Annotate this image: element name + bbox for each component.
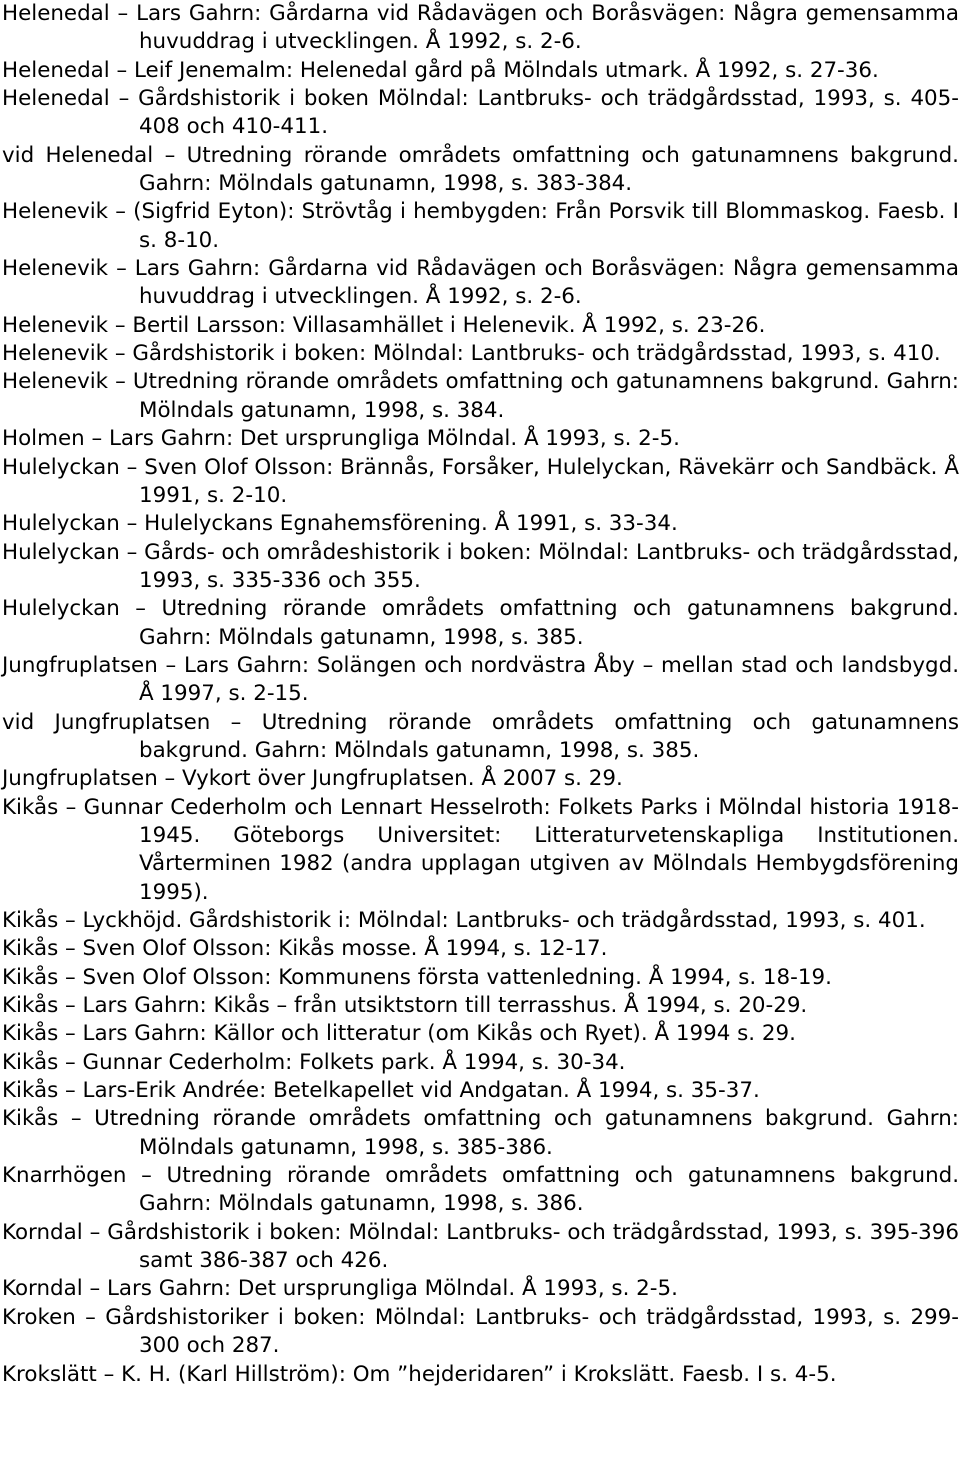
bibliography-entry: vid Jungfruplatsen – Utredning rörande områdets omfattning och gatunamnens bakgrund. Gahrn: Mölndals gatunamn, 1998, s. 385. bbox=[2, 709, 959, 763]
bibliography-entry: Kikås – Sven Olof Olsson: Kommunens första vattenledning. Å 1994, s. 18-19. bbox=[2, 964, 832, 990]
bibliography-entry: Kroken – Gårdshistoriker i boken: Mölndal: Lantbruks- och trädgårdsstad, 1993, s. 299-300 och 287. bbox=[2, 1304, 959, 1359]
bibliography-entry: Holmen – Lars Gahrn: Det ursprungliga Mölndal. Å 1993, s. 2-5. bbox=[2, 426, 680, 452]
bibliography-entry: Hulelyckan – Sven Olof Olsson: Brännås, Forsåker, Hulelyckan, Rävekärr och Sandbäck. Å 1991, s. 2-10. bbox=[2, 454, 959, 508]
bibliography-entry: Helenedal – Lars Gahrn: Gårdarna vid Rådavägen och Boråsvägen: Några gemensamma huvuddrag i utvecklingen. Å 1992, s. 2-6. bbox=[2, 1, 959, 55]
bibliography-entry: Jungfruplatsen – Lars Gahrn: Solängen och nordvästra Åby – mellan stad och landsbygd. Å 1997, s. 2-15. bbox=[2, 652, 959, 707]
bibliography-entry: Korndal – Gårdshistorik i boken: Mölndal: Lantbruks- och trädgårdsstad, 1993, s. 395-396 samt 386-387 och 426. bbox=[2, 1219, 959, 1274]
bibliography-entry: vid Helenedal – Utredning rörande områdets omfattning och gatunamnens bakgrund. Gahrn: Mölndals gatunamn, 1998, s. 383-384. bbox=[2, 142, 959, 197]
bibliography-entry: Jungfruplatsen – Vykort över Jungfruplatsen. Å 2007 s. 29. bbox=[2, 766, 623, 792]
bibliography-entry: Helenevik – Bertil Larsson: Villasamhället i Helenevik. Å 1992, s. 23-26. bbox=[2, 312, 766, 338]
bibliography-entry: Hulelyckan – Utredning rörande områdets omfattning och gatunamnens bakgrund. Gahrn: Mölndals gatunamn, 1998, s. 385. bbox=[2, 596, 959, 650]
bibliography-entry: Krokslätt – K. H. (Karl Hillström): Om ”hejderidaren” i Krokslätt. Faesb. I s. 4-5. bbox=[2, 1361, 837, 1387]
bibliography-entry: Kikås – Lars Gahrn: Källor och litteratur (om Kikås och Ryet). Å 1994 s. 29. bbox=[2, 1021, 796, 1047]
bibliography-entry: Kikås – Lyckhöjd. Gårdshistorik i: Mölndal: Lantbruks- och trädgårdsstad, 1993, s. 401. bbox=[2, 908, 926, 933]
bibliography-entry: Kikås – Gunnar Cederholm: Folkets park. Å 1994, s. 30-34. bbox=[2, 1049, 626, 1075]
bibliography-entry: Hulelyckan – Gårds- och områdeshistorik i boken: Mölndal: Lantbruks- och trädgårdsstad, 1993, s. 335-336 och 355. bbox=[2, 539, 959, 593]
bibliography-entry: Helenedal – Leif Jenemalm: Helenedal gård på Mölndals utmark. Å 1992, s. 27-36. bbox=[2, 57, 879, 83]
bibliography-entry: Kikås – Gunnar Cederholm och Lennart Hesselroth: Folkets Parks i Mölndal historia 1918-1945. Göteborgs Universitet: Litteraturvetenskapliga Institutionen. Vårterminen 1982 (andra upplagan utgiven av Mölndals Hembygdsförening 1995). bbox=[2, 794, 959, 905]
bibliography-entry: Helenevik – Utredning rörande områdets omfattning och gatunamnens bakgrund. Gahrn: Mölndals gatunamn, 1998, s. 384. bbox=[2, 369, 959, 423]
bibliography-entry: Helenevik – Gårdshistorik i boken: Mölndal: Lantbruks- och trädgårdsstad, 1993, s. 410. bbox=[2, 341, 941, 367]
bibliography-entry: Hulelyckan – Hulelyckans Egnahemsförening. Å 1991, s. 33-34. bbox=[2, 511, 678, 537]
bibliography-entry: Helenevik – (Sigfrid Eyton): Strövtåg i hembygden: Från Porsvik till Blommaskog. Faesb. I s. 8-10. bbox=[2, 199, 959, 253]
bibliography-entry: Kikås – Sven Olof Olsson: Kikås mosse. Å 1994, s. 12-17. bbox=[2, 936, 608, 962]
bibliography-entry: Knarrhögen – Utredning rörande områdets omfattning och gatunamnens bakgrund. Gahrn: Mölndals gatunamn, 1998, s. 386. bbox=[2, 1163, 959, 1217]
bibliography-entry: Kikås – Lars Gahrn: Kikås – från utsiktstorn till terrasshus. Å 1994, s. 20-29. bbox=[2, 993, 808, 1019]
bibliography-entry: Helenedal – Gårdshistorik i boken Mölndal: Lantbruks- och trädgårdsstad, 1993, s. 405-408 och 410-411. bbox=[2, 86, 959, 140]
bibliography-entry: Kikås – Utredning rörande områdets omfattning och gatunamnens bakgrund. Gahrn: Mölndals gatunamn, 1998, s. 385-386. bbox=[2, 1106, 959, 1160]
bibliography-entry: Helenevik – Lars Gahrn: Gårdarna vid Rådavägen och Boråsvägen: Några gemensamma huvuddrag i utvecklingen. Å 1992, s. 2-6. bbox=[2, 256, 959, 310]
bibliography-entry: Kikås – Lars-Erik Andrée: Betelkapellet vid Andgatan. Å 1994, s. 35-37. bbox=[2, 1078, 760, 1104]
bibliography-entry: Korndal – Lars Gahrn: Det ursprungliga Mölndal. Å 1993, s. 2-5. bbox=[2, 1276, 678, 1302]
